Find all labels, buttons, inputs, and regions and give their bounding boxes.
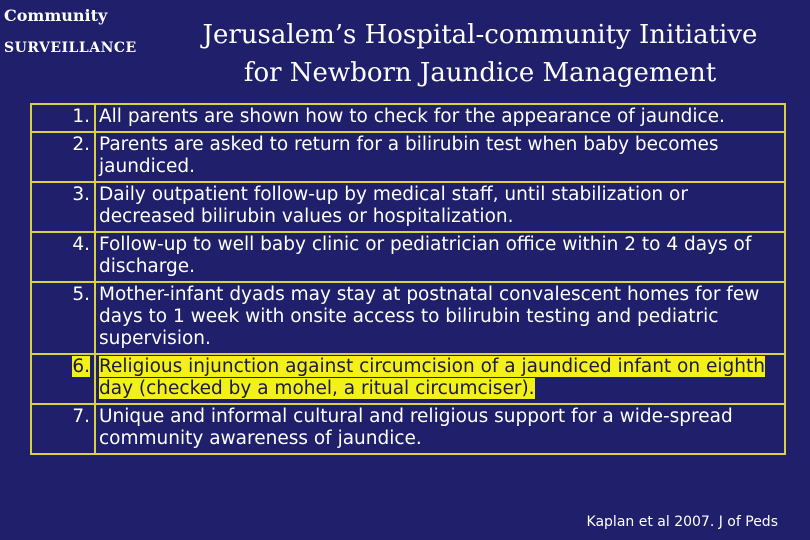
item-text: All parents are shown how to check for the appearance of jaundice.: [95, 104, 785, 132]
item-text-highlight: Religious injunction against circumcision of a jaundiced infant on eighth day (checked by a mohel, a ritual circumciser).: [99, 356, 765, 399]
item-number: 5.: [31, 282, 95, 354]
list-item: [31, 404, 785, 454]
item-number: 3.: [31, 182, 95, 232]
item-text: [95, 354, 785, 404]
surveillance-label: SURVEILLANCE: [4, 40, 137, 56]
item-text: Unique and informal cultural and religious support for a wide-spread community awareness of jaundice.: [95, 404, 785, 454]
item-text: Parents are asked to return for a bilirubin test when baby becomes jaundiced.: [95, 132, 785, 182]
item-text: Daily outpatient follow-up by medical staff, until stabilization or decreased bilirubin values or hospitalization.: [95, 182, 785, 232]
item-number: 4.: [31, 232, 95, 282]
list-item: [31, 282, 785, 354]
slide-title: [160, 16, 800, 92]
list-item: [31, 104, 785, 132]
initiative-list: [30, 103, 786, 455]
item-text: Mother-infant dyads may stay at postnatal convalescent homes for few days to 1 week with onsite access to bilirubin testing and pediatric supervision.: [95, 282, 785, 354]
list-item: [31, 182, 785, 232]
citation: Kaplan et al 2007. J of Peds: [586, 514, 778, 530]
item-number: 1.: [31, 104, 95, 132]
list-item: [31, 232, 785, 282]
item-number-highlight: 6.: [72, 356, 90, 377]
title-line-1: Jerusalem’s Hospital-community Initiative: [202, 20, 758, 50]
list-item-highlighted: [31, 354, 785, 404]
item-number: [31, 354, 95, 404]
title-line-2: for Newborn Jaundice Management: [243, 58, 717, 88]
item-text: Follow-up to well baby clinic or pediatrician office within 2 to 4 days of discharge.: [95, 232, 785, 282]
item-number: 7.: [31, 404, 95, 454]
item-number: 2.: [31, 132, 95, 182]
community-label: Community: [4, 6, 108, 25]
list-item: [31, 132, 785, 182]
